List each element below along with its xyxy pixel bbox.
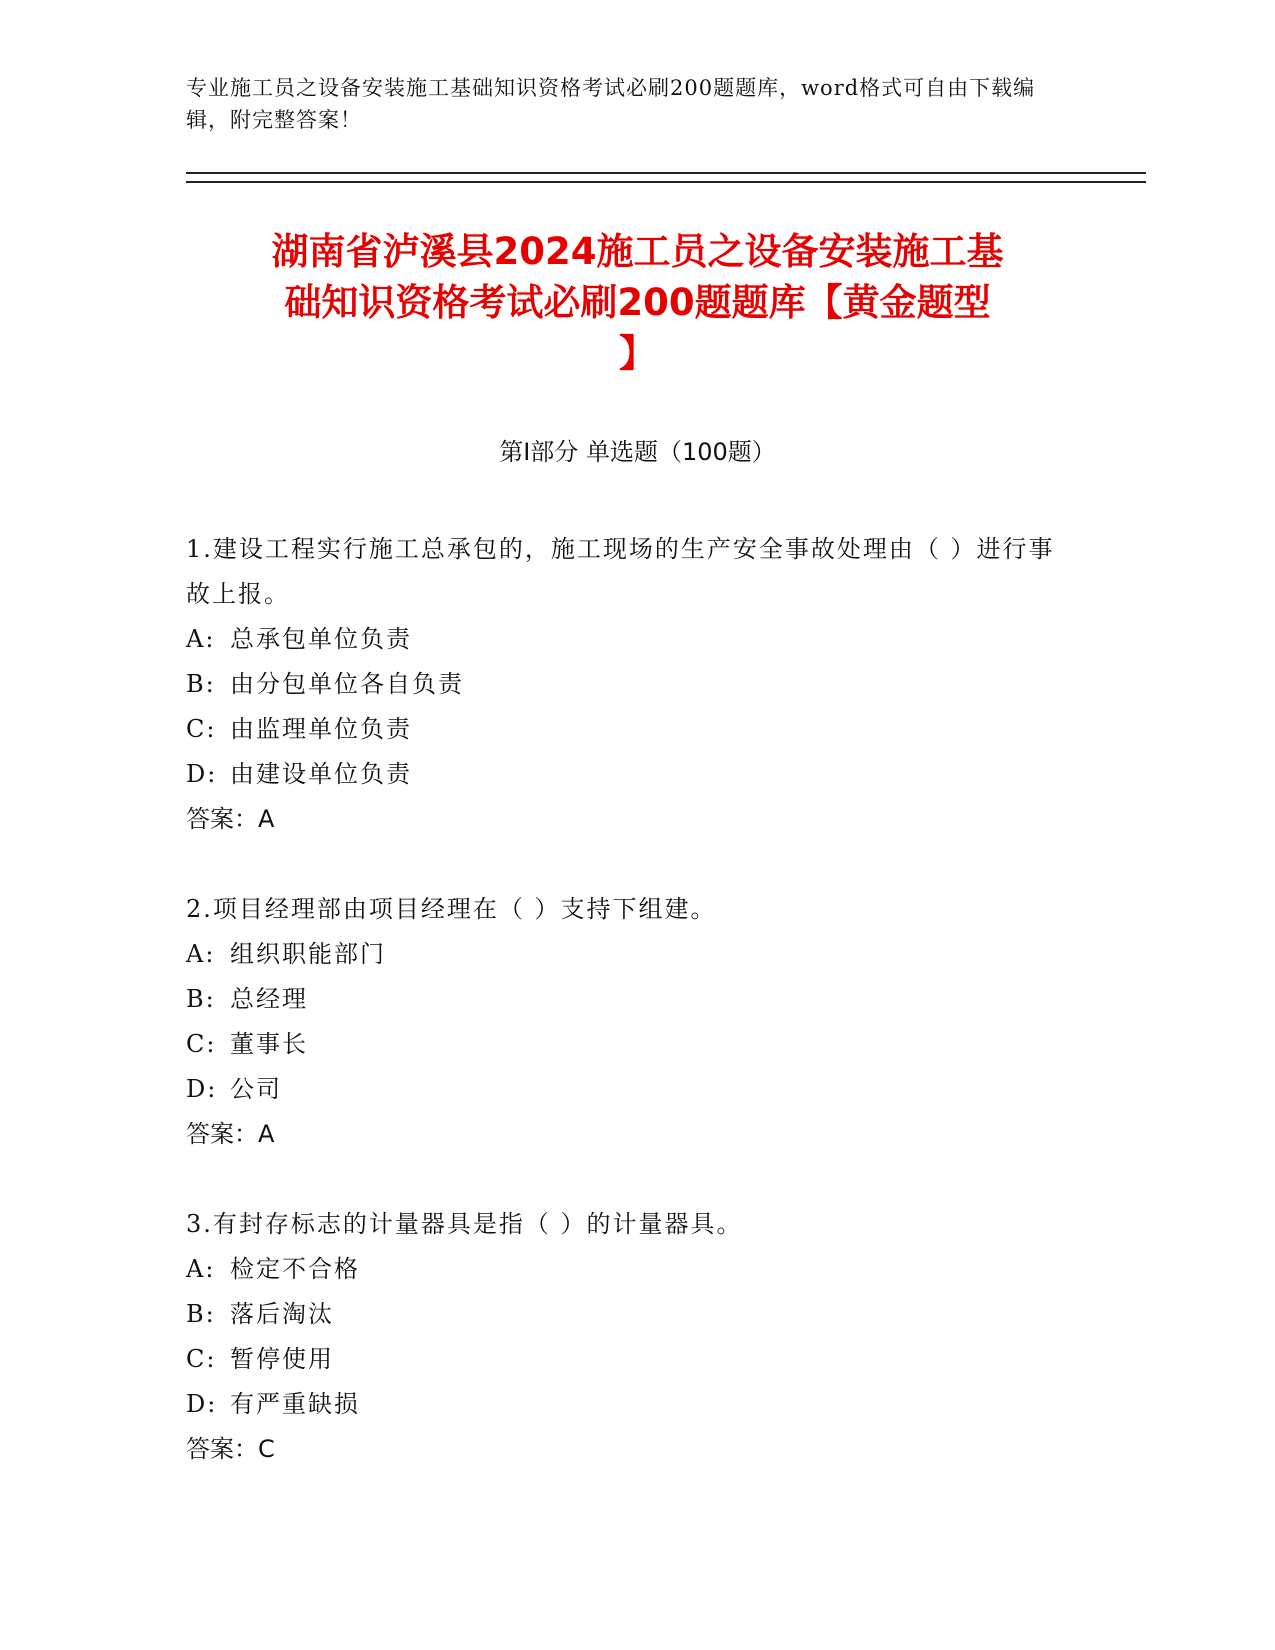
option-label: B: [186, 985, 216, 1013]
option-label: B: [186, 1300, 216, 1328]
question-stem: 2.项目经理部由项目经理在（ ）支持下组建。 [186, 895, 717, 923]
answer: 答案：C [186, 1435, 275, 1463]
header-divider-bottom [186, 181, 1146, 183]
option-d [186, 752, 1066, 797]
title-line-3: 】 [619, 332, 656, 375]
option-text: 由分包单位各自负责 [230, 670, 464, 698]
option-a [186, 932, 1066, 977]
option-label: C: [186, 715, 217, 743]
option-label: A: [186, 1255, 216, 1283]
option-text: 有严重缺损 [230, 1390, 360, 1418]
question-1 [186, 527, 1066, 842]
answer: 答案：A [186, 805, 275, 833]
answer: 答案：A [186, 1120, 275, 1148]
option-d [186, 1067, 1066, 1112]
title-line-2: 础知识资格考试必刷200题题库【黄金题型 [284, 281, 991, 324]
option-a [186, 1247, 1066, 1292]
option-c [186, 707, 1066, 752]
option-label: D: [186, 1390, 218, 1418]
option-label: A: [186, 940, 216, 968]
header-divider-top [186, 172, 1146, 174]
option-text: 由建设单位负责 [230, 760, 412, 788]
option-d [186, 1382, 1066, 1427]
option-text: 由监理单位负责 [230, 715, 412, 743]
option-b [186, 1292, 1066, 1337]
option-c [186, 1337, 1066, 1382]
question-2 [186, 887, 1066, 1157]
title-line-1: 湖南省泸溪县2024施工员之设备安装施工基 [271, 230, 1004, 273]
option-label: C: [186, 1030, 217, 1058]
option-b [186, 662, 1066, 707]
option-c [186, 1022, 1066, 1067]
option-text: 董事长 [230, 1030, 308, 1058]
option-text: 检定不合格 [230, 1255, 360, 1283]
option-text: 暂停使用 [230, 1345, 334, 1373]
option-label: D: [186, 1075, 218, 1103]
option-text: 总经理 [230, 985, 308, 1013]
question-stem: 1.建设工程实行施工总承包的，施工现场的生产安全事故处理由（ ）进行事故上报。 [186, 535, 1055, 608]
option-text: 落后淘汰 [230, 1300, 334, 1328]
option-a [186, 617, 1066, 662]
option-label: D: [186, 760, 218, 788]
option-label: C: [186, 1345, 217, 1373]
option-b [186, 977, 1066, 1022]
question-stem: 3.有封存标志的计量器具是指（ ）的计量器具。 [186, 1210, 743, 1238]
option-label: A: [186, 625, 216, 653]
option-text: 总承包单位负责 [230, 625, 412, 653]
option-text: 组织职能部门 [230, 940, 386, 968]
document-title [180, 226, 1095, 379]
question-3 [186, 1202, 1066, 1472]
question-list [186, 527, 1066, 1517]
section-title: 第Ⅰ部分 单选题（100题） [499, 438, 776, 466]
document-intro: 专业施工员之设备安装施工基础知识资格考试必刷200题题库，word格式可自由下载编辑，附完整答案！ [186, 76, 1036, 132]
option-label: B: [186, 670, 216, 698]
option-text: 公司 [230, 1075, 282, 1103]
